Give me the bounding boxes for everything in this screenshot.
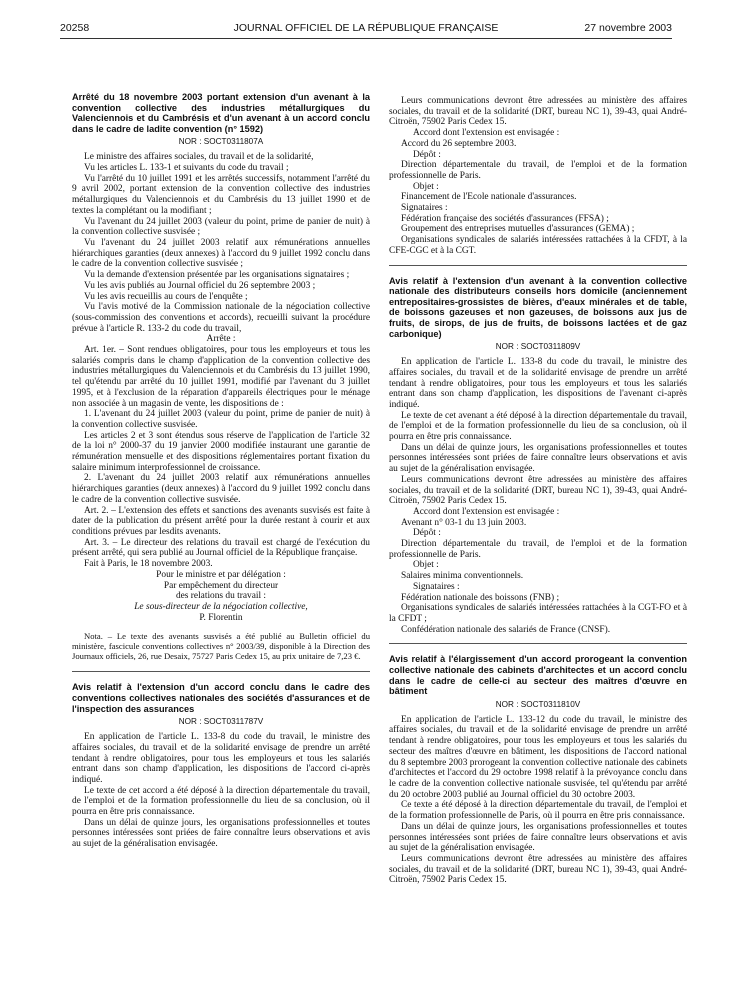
paragraph: Vu l'avis motivé de la Commission nationale de la négociation collective (sous-commission des conventions et accords), recueilli suivant la procédure prévue à l'article R. 133-2 du code du travail,: [72, 302, 370, 334]
paragraph: Direction départementale du travail, de l'emploi et de la formation professionnelle de Paris.: [389, 160, 687, 181]
paragraph: Groupement des entreprises mutuelles d'assurances (GEMA) ;: [401, 224, 635, 235]
paragraph: 2. L'avenant du 24 juillet 2003 relatif aux rémunérations annuelles hiérarchiques garanties (deux annexes) à l'accord du 9 juillet 1992 conclu dans le cadre de la convention collective susvisée.: [72, 473, 370, 505]
article-title: Avis relatif à l'extension d'un accord conclu dans le cadre des conventions collectives nationales des sociétés d'assurances et de l'inspection des assurances: [72, 682, 370, 714]
header-rule: [60, 38, 672, 39]
paragraph: Signataires :: [401, 203, 448, 214]
right-column: [389, 96, 687, 886]
article-separator: [389, 643, 687, 644]
paragraph: Vu les avis publiés au Journal officiel du 26 septembre 2003 ;: [84, 280, 316, 291]
paragraph: Le texte de cet accord a été déposé à la direction départementale du travail, de l'emploi et de la formation professionnelle du lieu de sa conclusion, où il pourra en être pris connaissance.: [72, 785, 370, 818]
paragraph: Vu la demande d'extension présentée par les organisations signataires ;: [84, 270, 350, 281]
paragraph: Salaires minima conventionnels.: [401, 571, 524, 582]
paragraph: Avenant n° 03-1 du 13 juin 2003.: [401, 517, 527, 528]
article-separator: [389, 265, 687, 266]
page-number: 20258: [60, 22, 90, 34]
nor-reference: NOR : SOCT0311810V: [495, 699, 581, 709]
arrete-heading: Arrête :: [206, 334, 236, 345]
paragraph: En application de l'article L. 133-8 du code du travail, le ministre des affaires sociales, du travail et de la solidarité envisage de prendre un arrêté tendant à rendre obligatoires, pour tous les employeurs et tous les salariés entrant dans son champ d'application, les dispositions de l'accord ci-après indiqué.: [72, 732, 370, 785]
paragraph: Vu l'arrêté du 10 juillet 1991 et les arrêtés successifs, notamment l'arrêté du 9 avril 2002, portant extension de la convention collective des industries métallurgiques du Valenciennois et du Cambrésis du 13 juillet 1990 et de textes la complétant ou la modifiant ;: [72, 173, 370, 216]
left-column: [72, 92, 370, 850]
paragraph: Signataires :: [413, 581, 460, 592]
paragraph: Vu les articles L. 133-1 et suivants du code du travail ;: [84, 163, 289, 174]
paragraph: Fédération française des sociétés d'assurances (FFSA) ;: [401, 213, 609, 224]
nor-reference: NOR : SOCT0311809V: [495, 342, 581, 352]
paragraph: En application de l'article L. 133-8 du code du travail, le ministre des affaires sociales, du travail et de la solidarité envisage de prendre un arrêté tendant à rendre obligatoires, pour tous les employeurs et tous les salariés entrant dans son champ d'application, les dispositions de l'avenant ci-après indiqué.: [389, 357, 687, 410]
journal-title: JOURNAL OFFICIEL DE LA RÉPUBLIQUE FRANÇAISE: [233, 22, 499, 34]
paragraph: Financement de l'Ecole nationale d'assurances.: [401, 192, 577, 203]
paragraph: Organisations syndicales de salariés intéressées rattachées à la CFDT, à la CFE-CGC et à la CGT.: [389, 235, 687, 256]
paragraph: Dans un délai de quinze jours, les organisations professionnelles et toutes personnes intéressées sont priées de faire connaître leurs observations et avis au sujet de la généralisation envisagée.: [389, 442, 687, 475]
paragraph: Dans un délai de quinze jours, les organisations professionnelles et toutes personnes intéressées sont priées de faire connaître leurs observations et avis au sujet de la généralisation envisagée.: [389, 821, 687, 854]
article-separator: [72, 671, 370, 672]
article-title: Arrêté du 18 novembre 2003 portant extension d'un avenant à la convention collective des industries métallurgiques du Valenciennois et du Cambrésis et d'un avenant à un accord conclu dans le cadre de ladite convention (n° 1592): [72, 92, 370, 134]
paragraph: Leurs communications devront être adressées au ministère des affaires sociales, du travail et de la solidarité (DRT, bureau NC 1), 39-43, quai André-Citroën, 75902 Paris Cedex 15.: [389, 474, 687, 507]
paragraph: Direction départementale du travail, de l'emploi et de la formation professionnelle de Paris.: [389, 539, 687, 560]
paragraph: Objet :: [413, 560, 439, 571]
article-title: Avis relatif à l'élargissement d'un accord prorogeant la convention collective nationale des cabinets d'architectes et un accord conclu dans le cadre de celle-ci au secteur des maîtres d'œuvre en bâtiment: [389, 654, 687, 697]
signature-line: Le sous-directeur de la négociation collective,: [134, 601, 308, 612]
signature-place-date: Fait à Paris, le 18 novembre 2003.: [84, 559, 213, 570]
article-3: Art. 3. – Le directeur des relations du travail est chargé de l'exécution du présent arrêté, qui sera publié au Journal officiel de la République française.: [72, 537, 370, 559]
paragraph: Accord dont l'extension est envisagée :: [413, 128, 560, 139]
article-2: Art. 2. – L'extension des effets et sanctions des avenants susvisés est faite à dater de la publication du présent arrêté pour la durée restant à courir et aux conditions prévues par lesdits avenants.: [72, 505, 370, 537]
paragraph: Objet :: [413, 181, 439, 192]
signatory-name: P. Florentin: [199, 612, 243, 623]
paragraph: Leurs communications devront être adressées au ministère des affaires sociales, du travail et de la solidarité (DRT, bureau NC 1), 39-43, quai André-Citroën, 75902 Paris Cedex 15.: [389, 96, 687, 128]
paragraph: Le ministre des affaires sociales, du travail et de la solidarité,: [84, 152, 314, 163]
paragraph: 1. L'avenant du 24 juillet 2003 (valeur du point, prime de panier de nuit) à la convention collective susvisée.: [72, 409, 370, 430]
paragraph: En application de l'article L. 133-12 du code du travail, le ministre des affaires sociales, du travail et de la solidarité envisage de prendre un arrêté tendant à rendre obligatoires, pour tous les employeurs et tous les salariés du secteur des maîtres d'œuvre en bâtiment, les dispositions de l'accord national du 8 septembre 2003 prorogeant la convention collective nationale des cabinets d'architectes et l'accord du 29 octobre 1998 relatif à la prévoyance conclu dans le cadre de la convention collective nationale susvisée, tel qu'étendu par arrêté du 20 octobre 2003 publié au Journal officiel du 30 octobre 2003.: [389, 714, 687, 800]
nor-reference: NOR : SOCT0311787V: [178, 717, 264, 727]
signature-line: des relations du travail :: [175, 591, 267, 602]
paragraph: Fédération nationale des boissons (FNB) ;: [401, 592, 560, 603]
page-header: [60, 22, 672, 38]
article-1: Art. 1er. – Sont rendues obligatoires, pour tous les employeurs et tous les salariés compris dans le champ d'application de la convention collective des industries métallurgiques du Valenciennois et du Cambrésis du 13 juillet 1990, tel qu'étendu par arrêté du 10 juillet 1991, modifié par l'avenant du 3 juillet 1995, et à l'exclusion de la réparation d'appareils électriques pour le ménage non associée à un magasin de vente, les dispositions de :: [72, 345, 370, 409]
paragraph: Dépôt :: [413, 149, 441, 160]
paragraph: Accord dont l'extension est envisagée :: [413, 506, 560, 517]
paragraph: Dépôt :: [413, 528, 441, 539]
paragraph: Vu l'avenant du 24 juillet 2003 (valeur du point, prime de panier de nuit) à la convention collective susvisée ;: [72, 216, 370, 238]
paragraph: Confédération nationale des salariés de France (CNSF).: [401, 624, 611, 635]
paragraph: Accord du 26 septembre 2003.: [401, 138, 517, 149]
paragraph: Organisations syndicales de salariés intéressées rattachées à la CGT-FO et à la CFDT ;: [389, 603, 687, 624]
article-title: Avis relatif à l'extension d'un avenant à la convention collective nationale des distributeurs conseils hors domicile (anciennement entrepositaires-grossistes de bières, d'eaux minérales et de table, de boissons gazeuses et non gazeuses, de boissons aux jus de fruits, de sirops, de jus de fruits, de boissons lactées et de gaz carbonique): [389, 275, 687, 339]
paragraph: Le texte de cet avenant a été déposé à la direction départementale du travail, de l'emploi et de la formation professionnelle du lieu de sa conclusion, où il pourra en être pris connaissance.: [389, 410, 687, 443]
paragraph: Dans un délai de quinze jours, les organisations professionnelles et toutes personnes intéressées sont priées de faire connaître leurs observations et avis au sujet de la généralisation envisagée.: [72, 817, 370, 850]
nota: Nota. – Le texte des avenants susvisés a été publié au Bulletin officiel du ministère, fascicule conventions collectives n° 2003/39, disponible à la Direction des Journaux officiels, 26, rue Desaix, 75727 Paris Cedex 15, au prix unitaire de 7,23 €.: [72, 631, 370, 662]
signature-line: Par empêchement du directeur: [163, 580, 279, 591]
signature-line: Pour le ministre et par délégation :: [156, 569, 286, 580]
paragraph: Ce texte a été déposé à la direction départementale du travail, de l'emploi et de la formation professionnelle de Paris, où il pourra en être pris connaissance.: [389, 800, 687, 822]
paragraph: Vu les avis recueillis au cours de l'enquête ;: [84, 291, 248, 302]
nor-reference: NOR : SOCT0311807A: [178, 137, 264, 147]
paragraph: Leurs communications devront être adressées au ministère des affaires sociales, du travail et de la solidarité (DRT, bureau NC 1), 39-43, quai André-Citroën, 75902 Paris Cedex 15.: [389, 853, 687, 886]
paragraph: Les articles 2 et 3 sont étendus sous réserve de l'application de l'article 32 de la loi n° 2000-37 du 19 janvier 2000 modifiée instaurant une garantie de rémunération mensuelle et des dispositions réglementaires portant fixation du salaire minimum interprofessionnel de croissance.: [72, 430, 370, 473]
issue-date: 27 novembre 2003: [584, 22, 672, 34]
paragraph: Vu l'avenant du 24 juillet 2003 relatif aux rémunérations annuelles hiérarchiques garanties (deux annexes) à l'accord du 9 juillet 1992 conclu dans le cadre de la convention collective susvisée ;: [72, 238, 370, 270]
